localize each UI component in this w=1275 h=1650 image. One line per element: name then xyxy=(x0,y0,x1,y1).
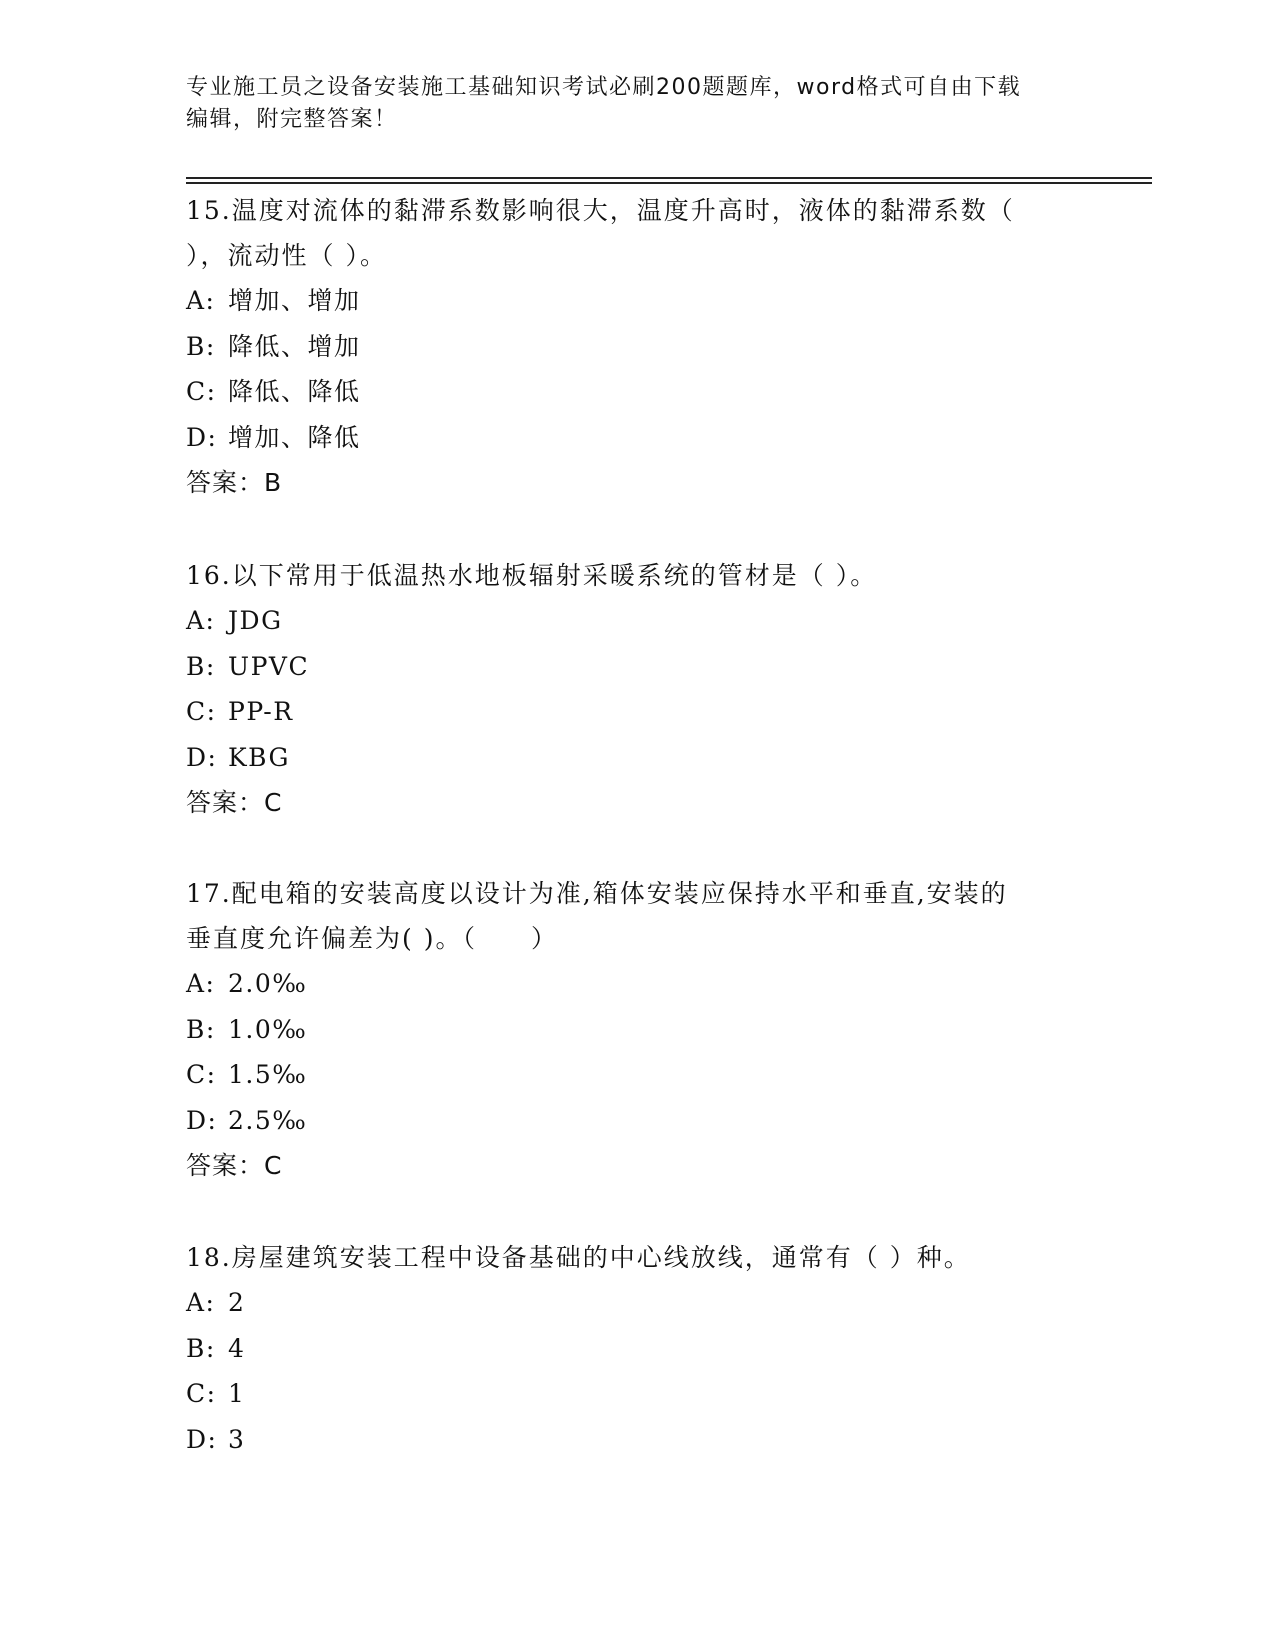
option-c xyxy=(186,689,1086,735)
option-letter: A: xyxy=(186,1288,216,1317)
option-text: 降低、降低 xyxy=(228,377,361,406)
header-line-2: 编辑，附完整答案！ xyxy=(186,107,398,132)
answer-line: 答案：C xyxy=(186,1151,283,1180)
option-letter: C: xyxy=(186,1060,217,1089)
option-text: KBG xyxy=(228,742,290,772)
option-a xyxy=(186,598,1086,644)
option-c xyxy=(186,369,1086,415)
option-letter: C: xyxy=(186,697,217,726)
option-a xyxy=(186,961,1086,1007)
option-letter: B: xyxy=(186,331,216,361)
option-text: 1.0‰ xyxy=(228,1014,308,1044)
question-17 xyxy=(186,871,1086,1188)
option-a xyxy=(186,278,1086,324)
header-line-1: 专业施工员之设备安装施工基础知识考试必刷200题题库，word格式可自由下载 xyxy=(186,75,1022,100)
option-letter: B: xyxy=(186,1333,216,1363)
question-18 xyxy=(186,1235,1086,1462)
option-c xyxy=(186,1371,1086,1417)
option-text: 增加、降低 xyxy=(228,422,361,452)
option-letter: D: xyxy=(186,1424,218,1454)
question-16 xyxy=(186,553,1086,825)
option-d xyxy=(186,1098,1086,1144)
option-a xyxy=(186,1280,1086,1326)
option-b xyxy=(186,644,1086,690)
option-letter: A: xyxy=(186,286,216,315)
question-text-continued: 垂直度允许偏差为( )。（ ） xyxy=(186,924,558,953)
question-text: 18.房屋建筑安装工程中设备基础的中心线放线，通常有（ ）种。 xyxy=(186,1243,971,1272)
option-text: 2 xyxy=(228,1288,246,1317)
document-header xyxy=(186,72,1086,136)
answer-line: 答案：B xyxy=(186,468,283,497)
option-b xyxy=(186,1007,1086,1053)
option-text: PP-R xyxy=(228,697,294,726)
option-d xyxy=(186,1417,1086,1463)
option-letter: D: xyxy=(186,422,218,452)
header-divider-top xyxy=(186,177,1152,179)
option-text: UPVC xyxy=(228,651,310,681)
option-text: 1 xyxy=(228,1379,246,1408)
option-letter: B: xyxy=(186,1014,216,1044)
option-letter: D: xyxy=(186,742,218,772)
option-text: 3 xyxy=(228,1424,246,1454)
answer-line: 答案：C xyxy=(186,788,283,817)
question-text: 16.以下常用于低温热水地板辐射采暖系统的管材是（ ）。 xyxy=(186,561,878,590)
question-text: 15.温度对流体的黏滞系数影响很大，温度升高时，液体的黏滞系数（ xyxy=(186,196,1015,225)
option-letter: A: xyxy=(186,969,216,998)
option-letter: D: xyxy=(186,1105,218,1135)
option-text: 增加、增加 xyxy=(228,286,361,315)
option-d xyxy=(186,415,1086,461)
option-c xyxy=(186,1052,1086,1098)
option-text: 4 xyxy=(228,1333,246,1363)
question-text: 17.配电箱的安装高度以设计为准,箱体安装应保持水平和垂直,安装的 xyxy=(186,879,1008,908)
option-b xyxy=(186,324,1086,370)
option-text: 2.5‰ xyxy=(228,1105,308,1135)
header-divider-bottom xyxy=(186,182,1152,184)
question-text-continued: ），流动性（ ）。 xyxy=(186,241,387,270)
option-text: JDG xyxy=(228,606,283,635)
option-letter: A: xyxy=(186,606,216,635)
option-text: 2.0‰ xyxy=(228,969,308,998)
option-text: 1.5‰ xyxy=(228,1060,308,1089)
option-letter: B: xyxy=(186,651,216,681)
question-15 xyxy=(186,188,1086,505)
option-text: 降低、增加 xyxy=(228,331,361,361)
option-letter: C: xyxy=(186,377,217,406)
option-letter: C: xyxy=(186,1379,217,1408)
option-b xyxy=(186,1326,1086,1372)
option-d xyxy=(186,735,1086,781)
